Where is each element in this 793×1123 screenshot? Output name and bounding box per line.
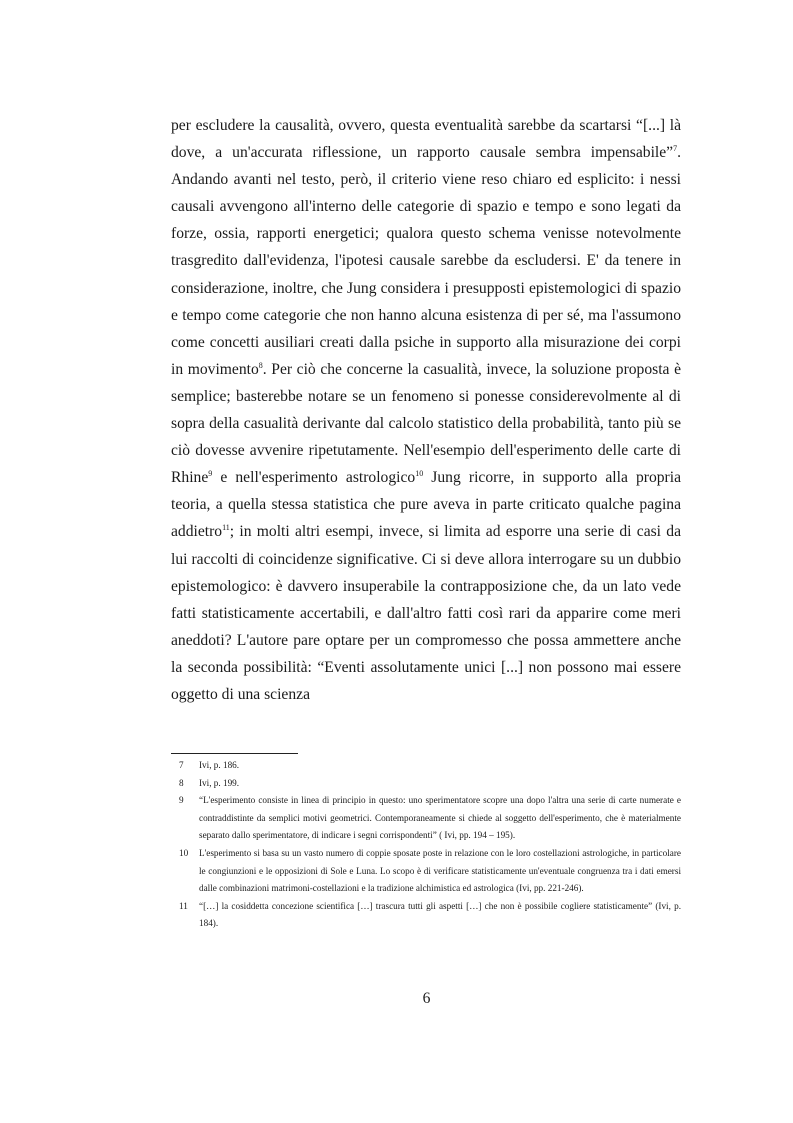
footnote-number: 10 bbox=[179, 847, 189, 858]
body-text-segment: per escludere la causalità, ovvero, questa eventualità sarebbe da scartarsi “[...] là dove, a un'accurata riflessione, un rapporto causale sembra impensabile” bbox=[171, 117, 681, 162]
footnotes bbox=[171, 757, 681, 933]
body-text-segment: . Andando avanti nel testo, però, il criterio viene reso chiaro ed esplicito: i nessi causali avvengono all'interno delle categorie di spazio e tempo e sono legati da forze, ossia, rapporti energetici; qualora questo schema venisse notevolmente trasgredito dall'evidenza, l'ipotesi causale sarebbe da escludersi. E' da tenere in considerazione, inoltre, che Jung considera i presupposti epistemologici di spazio e tempo come categorie che non hanno alcuna esistenza di per sé, ma l'assumono come concetti ausiliari creati dalla psiche in supporto alla misurazione dei corpi in movimento bbox=[171, 144, 681, 378]
footnote-number: 9 bbox=[179, 795, 184, 806]
footnote bbox=[171, 845, 681, 898]
body-text-segment: e nell'esperimento astrologico bbox=[212, 469, 416, 487]
footnote-number: 7 bbox=[179, 760, 184, 770]
footnote bbox=[171, 898, 681, 933]
footnote-separator bbox=[171, 753, 298, 754]
footnote-number: 8 bbox=[179, 777, 184, 788]
footnote-text: “[…] la cosiddetta concezione scientifica […] trascura tutti gli aspetti […] che non è possibile cogliere statisticamente” (Ivi, p. 184). bbox=[199, 900, 681, 929]
footnote-text: Ivi, p. 199. bbox=[199, 777, 240, 788]
footnote-ref[interactable]: 9 bbox=[208, 469, 213, 479]
body-paragraph bbox=[171, 112, 681, 708]
footnote-number: 11 bbox=[179, 900, 188, 911]
footnote-ref[interactable]: 7 bbox=[673, 143, 678, 153]
footnote-text: Ivi, p. 186. bbox=[199, 760, 240, 770]
footnote bbox=[171, 792, 681, 845]
footnote-ref[interactable]: 11 bbox=[222, 523, 230, 533]
body-text-segment: . Per ciò che concerne la casualità, invece, la soluzione proposta è semplice; basterebbe notare se un fenomeno si ponesse considerevolmente al di sopra della casualità derivante dal calcolo statistico della probabilità, tanto più se ciò dovesse avvenire ripetutamente. Nell'esempio dell'esperimento delle carte di Rhine bbox=[171, 360, 681, 487]
page-number: 6 bbox=[422, 990, 431, 1007]
body-text-segment: Jung ricorre, in supporto alla propria teoria, a quella stessa statistica che pure aveva in parte criticato qualche pagina addietro bbox=[171, 469, 682, 541]
footnote bbox=[171, 757, 681, 775]
footnote-text: “L'esperimento consiste in linea di principio in questo: uno sperimentatore scopre una dopo l'altra una serie di carte numerate e contraddistinte da semplici motivi geometrici. Contemporaneamente si chiede al soggetto dell'esperimento, che è materialmente separato dallo sperimentatore, di indicare i segni corrispondenti” ( Ivi, pp. 194 – 195). bbox=[199, 795, 681, 841]
footnote-text: L'esperimento si basa su un vasto numero di coppie sposate poste in relazione con le loro costellazioni astrologiche, in particolare le congiunzioni e le opposizioni di Sole e Luna. Lo scopo è di verificare statisticamente un'eventuale congruenza tra i dati emersi dalle combinazioni matrimoni-costellazioni e la tradizione alchimistica ed astrologica (Ivi, pp. 221-246). bbox=[199, 847, 681, 894]
body-text-segment: ; in molti altri esempi, invece, si limita ad esporre una serie di casi da lui raccolti di coincidenze significative. Ci si deve allora interrogare su un dubbio epistemologico: è davvero insuperabile la contrapposizione che, da un lato vede fatti statisticamente accertabili, e dall'altro fatti così rari da apparire come meri aneddoti? L'autore pare optare per un compromesso che possa ammettere anche la seconda possibilità: “Eventi assolutamente unici [...] non possono mai essere oggetto di una scienza bbox=[171, 523, 681, 703]
footnote-ref[interactable]: 8 bbox=[258, 360, 263, 370]
footnote-ref[interactable]: 10 bbox=[415, 469, 424, 479]
footnote bbox=[171, 775, 681, 793]
